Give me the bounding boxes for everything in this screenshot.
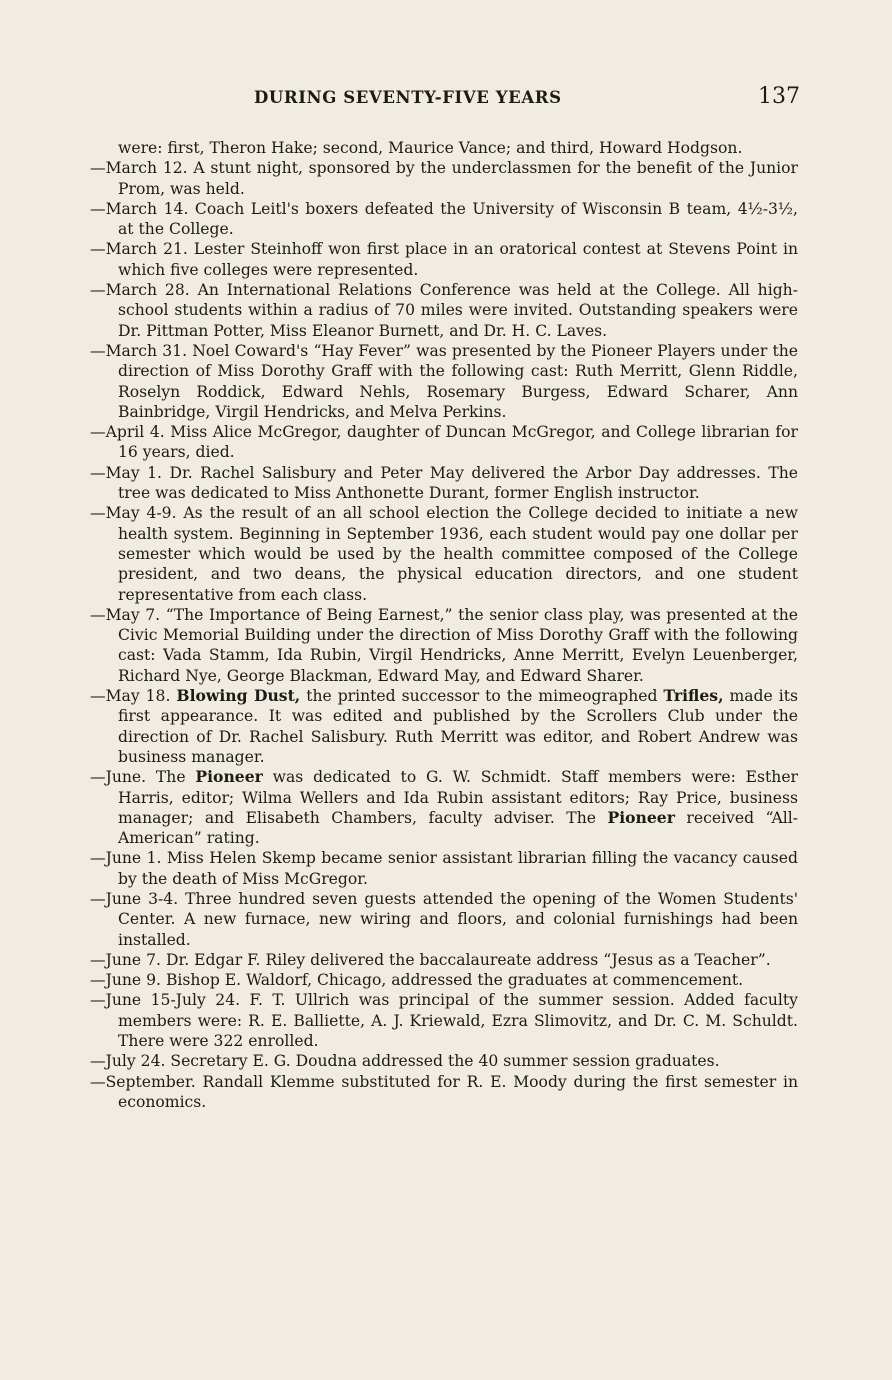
chronology-entry: —March 28. An International Relations Conference was held at the College. All high-school students within a radius of 70 miles were invited. Outstanding speakers were Dr. Pittman Potter, Miss Eleanor Burnett, and Dr. H. C. Laves. (90, 281, 798, 340)
entry-text: received “All-American” rating. (118, 808, 798, 848)
chronology-entry (90, 686, 798, 767)
chronology-entry: —June 9. Bishop E. Waldorf, Chicago, addressed the graduates at commencement. (90, 971, 744, 990)
chronology-entry: —June 15-July 24. F. T. Ullrich was principal of the summer session. Added faculty members were: R. E. Balliette, A. J. Kriewald, Ezra Slimovitz, and Dr. C. M. Schuldt. There were 322 enrolled. (90, 991, 798, 1051)
chronology-entry: —September. Randall Klemme substituted for R. E. Moody during the first semester in economics. (90, 1072, 798, 1111)
running-title: DURING SEVENTY-FIVE YEARS (254, 88, 562, 107)
chronology-entry: —June 1. Miss Helen Skemp became senior assistant librarian filling the vacancy caused by the death of Miss McGregor. (90, 849, 798, 888)
entry-text: was dedicated to G. W. Schmidt. Staff members were: Esther Harris, editor; Wilma Wellers and Ida Rubin assistant editors; Ray Price, business manager; and Elisabeth Chambers, faculty adviser. The (118, 768, 799, 827)
chronology-entry: —March 31. Noel Coward's “Hay Fever” was presented by the Pioneer Players under the direction of Miss Dorothy Graff with the following cast: Ruth Merritt, Glenn Riddle, Roselyn Roddick, Edward Nehls, Rosemary Burgess, Edward Scharer, Ann Bainbridge, Virgil Hendricks, and Melva Perkins. (90, 341, 798, 421)
entry-text: the printed successor to the mimeographed (300, 687, 664, 706)
page-number: 137 (758, 84, 800, 109)
page-header (0, 86, 892, 112)
chronology-entry: were: first, Theron Hake; second, Maurice Vance; and third, Howard Hodgson. (118, 139, 743, 157)
publication-title: Pioneer (195, 767, 263, 787)
chronology-entry: —March 21. Lester Steinhoff won first place in an oratorical contest at Stevens Point in which five colleges were represented. (90, 240, 798, 279)
chronology-text (90, 138, 798, 1112)
chronology-entry: —June 3-4. Three hundred seven guests attended the opening of the Women Students' Center. A new furnace, new wiring and floors, and colonial furnishings had been installed. (90, 889, 798, 949)
chronology-entry (90, 767, 798, 848)
chronology-entry: —July 24. Secretary E. G. Doudna addressed the 40 summer session graduates. (90, 1052, 720, 1071)
entry-text: made its first appearance. It was edited and published by the Scrollers Club under the direction of Dr. Rachel Salisbury. Ruth Merritt was editor, and Robert Andrew was business manager. (118, 687, 798, 766)
chronology-entry: —May 7. “The Importance of Being Earnest,” the senior class play, was presented at the Civic Memorial Building under the direction of Miss Dorothy Graff with the following cast: Vada Stamm, Ida Rubin, Virgil Hendricks, Anne Merritt, Evelyn Leuenberger, Richard Nye, George Blackman, Edward May, and Edward Sharer. (90, 605, 798, 685)
publication-title: Pioneer (607, 807, 675, 827)
chronology-entry: —May 1. Dr. Rachel Salisbury and Peter May delivered the Arbor Day addresses. The tree was dedicated to Miss Anthonette Durant, former English instructor. (90, 463, 798, 503)
chronology-entry: —May 4-9. As the result of an all school election the College decided to initiate a new health system. Beginning in September 1936, each student would pay one dollar per semester which would be used by the health committee composed of the College president, and two deans, the physical education directors, and one student representative from each class. (90, 504, 798, 604)
chronology-entry: —March 14. Coach Leitl's boxers defeated the University of Wisconsin B team, 4½-3½, at the College. (90, 199, 798, 239)
chronology-entry: —June 7. Dr. Edgar F. Riley delivered the baccalaureate address “Jesus as a Teacher”. (90, 950, 771, 969)
entry-text: —May 18. (90, 687, 177, 706)
publication-title: Blowing Dust, (176, 686, 301, 706)
chronology-entry: —April 4. Miss Alice McGregor, daughter of Duncan McGregor, and College librarian for 16 years, died. (90, 423, 798, 462)
publication-title: Trifles, (663, 686, 724, 706)
entry-text: —June. The (90, 768, 196, 787)
chronology-entry: —March 12. A stunt night, sponsored by the underclassmen for the benefit of the Junior Prom, was held. (90, 159, 798, 198)
